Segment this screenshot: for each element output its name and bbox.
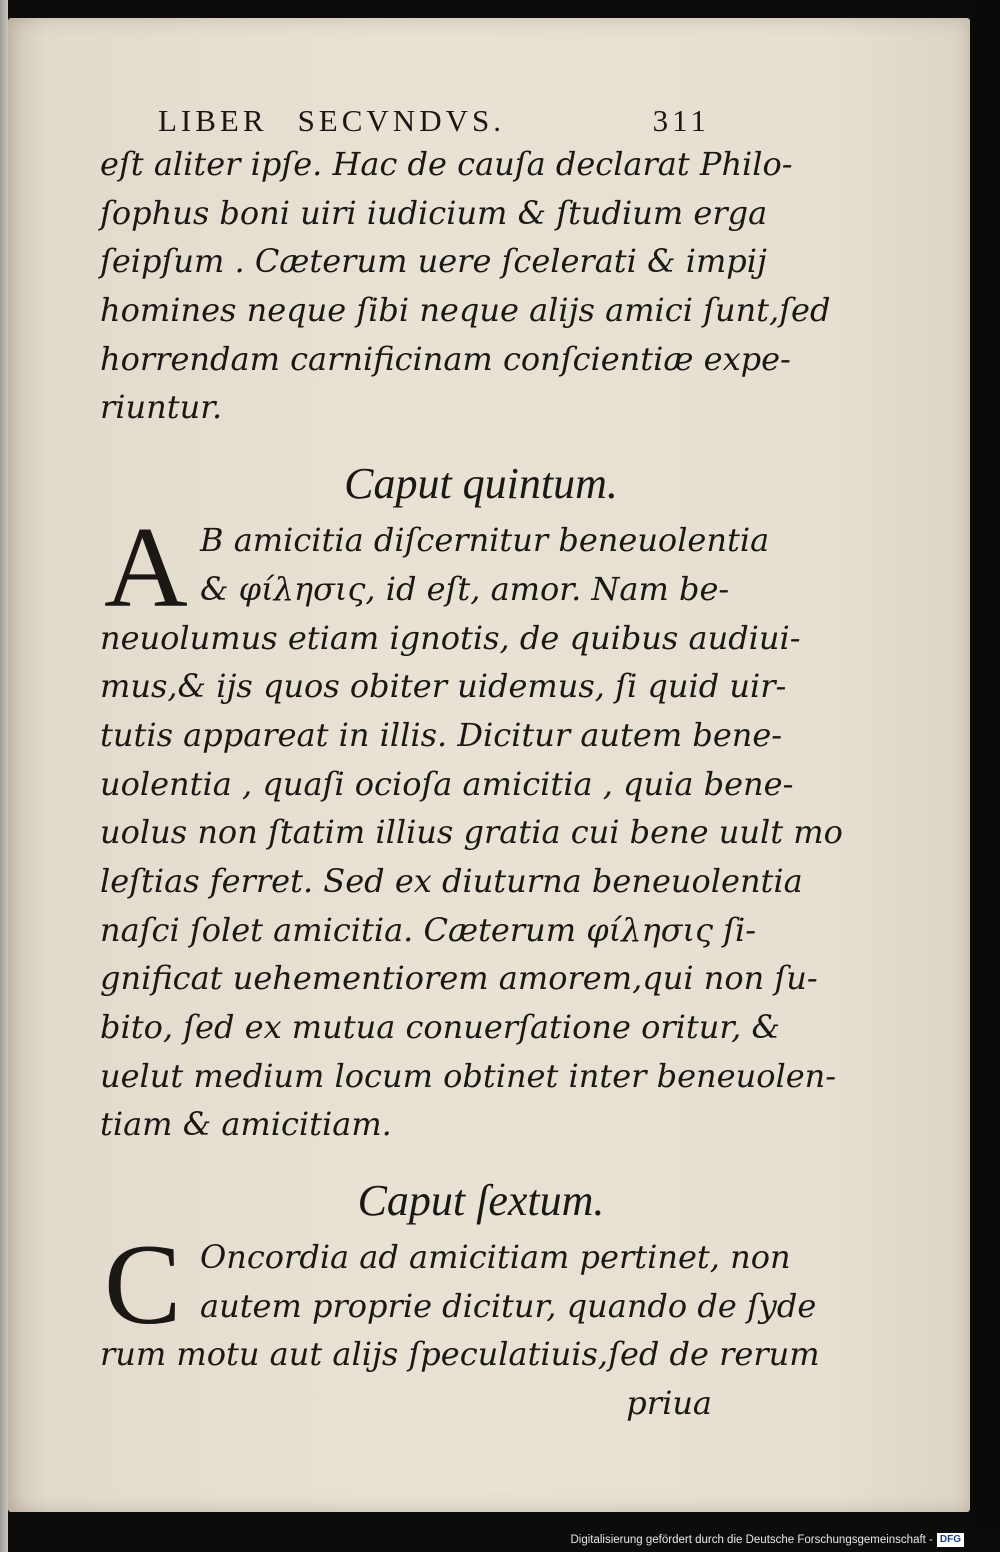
page-content bbox=[100, 60, 843, 1428]
text-line: uolus non ſtatim illius gratia cui bene uult mo bbox=[100, 813, 843, 852]
dark-background bbox=[970, 0, 1000, 1530]
chapter-6-paragraph bbox=[100, 1221, 820, 1428]
text-line: & φίλησις, id eſt, amor. Nam be- bbox=[200, 569, 730, 608]
text-line: ſeipſum . Cæterum uere ſcelerati & impij bbox=[100, 242, 767, 281]
text-line: mus,& ijs quos obiter uidemus, ſi quid uir- bbox=[100, 667, 787, 706]
drop-cap-a: A bbox=[104, 504, 188, 633]
chapter-5-paragraph bbox=[100, 504, 843, 1149]
running-head bbox=[100, 60, 712, 140]
running-title bbox=[158, 103, 505, 139]
text-line: Oncordia ad amicitiam pertinet, non bbox=[200, 1238, 791, 1277]
text-line: leſtias ferret. Sed ex diuturna beneuolentia bbox=[100, 861, 803, 900]
text-line: horrendam carnificinam conſcientiæ expe- bbox=[100, 339, 791, 378]
text-line: bito, ſed ex mutua conuerſatione oritur, & bbox=[100, 1008, 780, 1046]
text-line: tiam & amicitiam. bbox=[100, 1105, 392, 1144]
drop-cap-c: C bbox=[104, 1221, 182, 1350]
text-line: naſci ſolet amicitia. Cæterum φίλησις ſi- bbox=[100, 910, 757, 949]
text-line: B amicitia diſcernitur beneuolentia bbox=[200, 521, 770, 560]
text-line: ſophus boni uiri iudicium & ſtudium erga bbox=[100, 193, 768, 232]
text-line: tutis appareat in illis. Dicitur autem bene- bbox=[100, 715, 783, 754]
text-line: riuntur. bbox=[100, 388, 223, 427]
page-number: 311 bbox=[652, 103, 710, 138]
digitization-credit bbox=[570, 1531, 964, 1549]
text-line: neuolumus etiam ignotis, de quibus audiui- bbox=[100, 618, 801, 657]
chapter-heading-sextum: Caput ſextum. bbox=[357, 1176, 605, 1226]
text-line: homines neque ſibi neque alijs amici ſunt,ſed bbox=[100, 291, 831, 330]
running-title-word-1: LIBER bbox=[158, 103, 268, 138]
page-edge bbox=[0, 0, 8, 1552]
dfg-logo: DFG bbox=[937, 1533, 964, 1547]
text-line: uolentia , quaſi ocioſa amicitia , quia bene- bbox=[100, 764, 794, 803]
text-line: eſt aliter ipſe. Hac de cauſa declarat Philo- bbox=[100, 145, 793, 183]
credit-text: Digitalisierung gefördert durch die Deutsche Forschungsgemeinschaft - bbox=[570, 1534, 933, 1546]
running-title-word-2: SECVNDVS. bbox=[297, 103, 505, 138]
text-line: gnificat uehementiorem amorem,qui non ſu- bbox=[100, 959, 818, 998]
catchword: priua bbox=[626, 1384, 712, 1423]
text-line: autem proprie dicitur, quando de ſyde bbox=[200, 1286, 817, 1325]
text-line: rum motu aut alijs ſpeculatiuis,ſed de rerum bbox=[100, 1335, 820, 1374]
paragraph-continued bbox=[100, 140, 831, 432]
chapter-heading-quintum: Caput quintum. bbox=[344, 459, 618, 509]
text-line: uelut medium locum obtinet inter beneuolen- bbox=[100, 1056, 837, 1095]
